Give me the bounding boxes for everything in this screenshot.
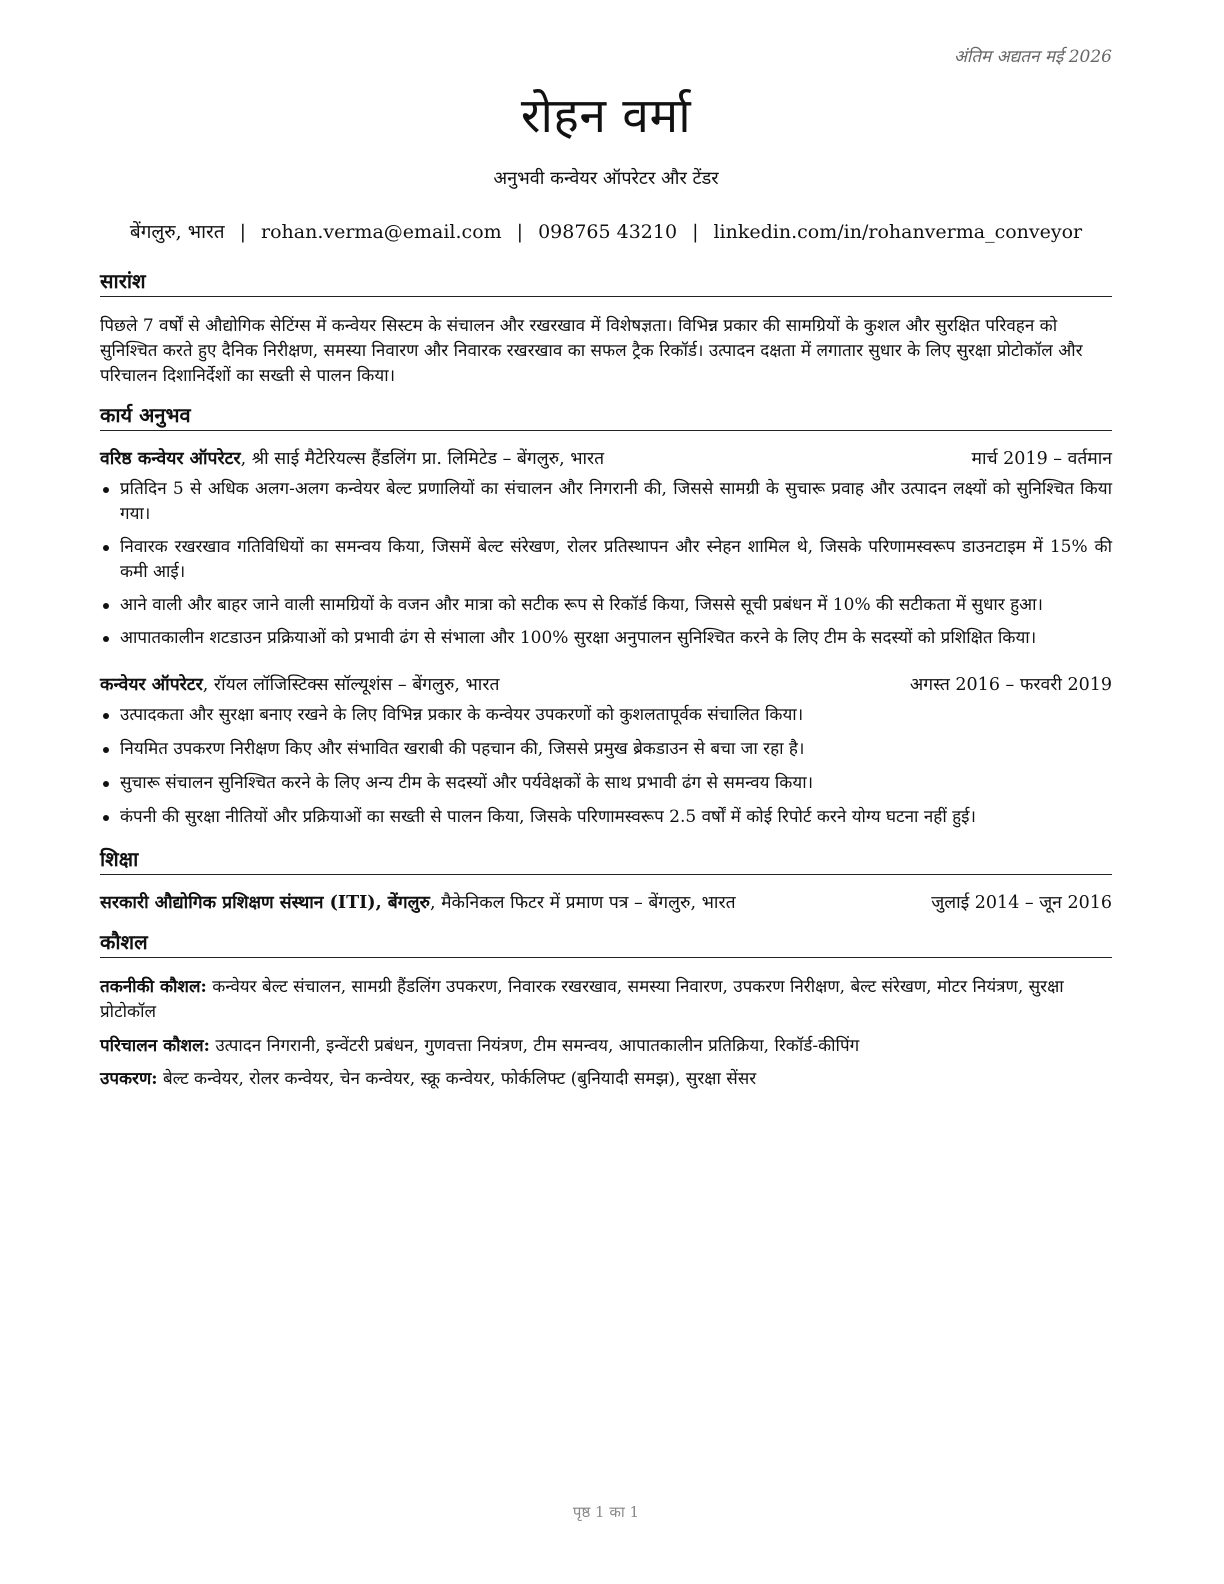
bullet-text: उत्पादकता और सुरक्षा बनाए रखने के लिए विभिन्न प्रकार के कन्वेयर उपकरणों को कुशलतापूर्वक संचालित किया। [120, 705, 804, 725]
job-bullet [100, 703, 1112, 728]
page-number: पृष्ठ 1 का 1 [572, 1503, 640, 1521]
contact-line [100, 218, 1112, 244]
skills-operational [100, 1034, 1112, 1059]
skill-label: उपकरण: [100, 1069, 158, 1089]
bullet-icon [103, 815, 109, 821]
bullet-text: नियमित उपकरण निरीक्षण किए और संभावित खराबी की पहचान की, जिससे प्रमुख ब्रेकडाउन से बचा जा रहा है। [120, 739, 805, 759]
contact-separator: | [692, 221, 699, 243]
contact-email[interactable]: rohan.verma@email.com [261, 221, 502, 243]
skill-label: तकनीकी कौशल: [100, 977, 207, 997]
bullet-icon [103, 487, 109, 493]
job-header [100, 673, 1112, 698]
education-details: , मैकेनिकल फिटर में प्रमाण पत्र – बेंगलुरु, भारत [429, 893, 736, 913]
summary-text: पिछले 7 वर्षों से औद्योगिक सेटिंग्स में कन्वेयर सिस्टम के संचालन और रखरखाव में विशेषज्ञता। विभिन्न प्रकार की सामग्रियों के कुशल और सुरक्षित परिवहन को सुनिश्चित करते हुए दैनिक निरीक्षण, समस्या निवारण और निवारक रखरखाव का सफल ट्रैक रिकॉर्ड। उत्पादन दक्षता में लगातार सुधार के लिए सुरक्षा प्रोटोकॉल और परिचालन दिशानिर्देशों का सख्ती से पालन किया। [100, 316, 1083, 386]
bullet-icon [103, 747, 109, 753]
job-dates: मार्च 2019 – वर्तमान [971, 449, 1112, 469]
job-company: , श्री साई मैटेरियल्स हैंडलिंग प्रा. लिमिटेड – बेंगलुरु, भारत [240, 449, 605, 469]
job-bullet [100, 593, 1112, 618]
job-bullet [100, 771, 1112, 796]
summary-heading: सारांश [100, 268, 1112, 297]
skill-label: परिचालन कौशल: [100, 1036, 210, 1056]
skills-technical [100, 975, 1112, 1025]
skill-text: उत्पादन निगरानी, इन्वेंटरी प्रबंधन, गुणवत्ता नियंत्रण, टीम समन्वय, आपातकालीन प्रतिक्रिया, रिकॉर्ड-कीपिंग [209, 1036, 860, 1056]
bullet-icon [103, 603, 109, 609]
education-heading: शिक्षा [100, 846, 1112, 875]
skills-heading: कौशल [100, 929, 1112, 958]
job-title-company [100, 447, 604, 472]
job-header [100, 447, 1112, 472]
contact-location: बेंगलुरु, भारत [129, 221, 225, 243]
job-dates: अगस्त 2016 – फरवरी 2019 [909, 675, 1112, 695]
education-institution: सरकारी औद्योगिक प्रशिक्षण संस्थान (ITI), बेंगलुरु [100, 893, 430, 913]
job-title-company [100, 673, 499, 698]
skill-text: बेल्ट कन्वेयर, रोलर कन्वेयर, चेन कन्वेयर, स्क्रू कन्वेयर, फोर्कलिफ्ट (बुनियादी समझ), सुरक्षा सेंसर [157, 1069, 757, 1089]
job-role: वरिष्ठ कन्वेयर ऑपरेटर [100, 449, 241, 469]
bullet-text: आने वाली और बाहर जाने वाली सामग्रियों के वजन और मात्रा को सटीक रूप से रिकॉर्ड किया, जिससे सूची प्रबंधन में 10% की सटीकता में सुधार हुआ। [120, 595, 1043, 615]
education-dates: जुलाई 2014 – जून 2016 [931, 893, 1112, 913]
education-entry [100, 891, 1112, 916]
bullet-text: सुचारू संचालन सुनिश्चित करने के लिए अन्य टीम के सदस्यों और पर्यवेक्षकों के साथ प्रभावी ढंग से समन्वय किया। [120, 773, 814, 793]
job-bullet [100, 805, 1112, 830]
skill-text: कन्वेयर बेल्ट संचालन, सामग्री हैंडलिंग उपकरण, निवारक रखरखाव, समस्या निवारण, उपकरण निरीक्षण, बेल्ट संरेखण, मोटर नियंत्रण, सुरक्षा प्रोटोकॉल [100, 977, 1064, 1022]
job-bullets [100, 703, 1112, 830]
bullet-text: कंपनी की सुरक्षा नीतियों और प्रक्रियाओं का सख्ती से पालन किया, जिसके परिणामस्वरूप 2.5 वर्षों में कोई रिपोर्ट करने योग्य घटना नहीं हुई। [120, 807, 976, 827]
candidate-name: रोहन वर्मा [520, 88, 692, 144]
contact-phone: 098765 43210 [538, 221, 678, 243]
experience-heading: कार्य अनुभव [100, 402, 1112, 431]
last-updated-note: अंतिम अद्यतन मई 2026 [953, 47, 1112, 67]
bullet-icon [103, 781, 109, 787]
bullet-icon [103, 636, 109, 642]
skills-equipment [100, 1067, 1112, 1092]
bullet-text: प्रतिदिन 5 से अधिक अलग-अलग कन्वेयर बेल्ट प्रणालियों का संचालन और निगरानी की, जिससे सामग्री के सुचारू प्रवाह और उत्पादन लक्ष्यों को सुनिश्चित किया गया। [120, 479, 1112, 524]
job-bullet [100, 535, 1112, 585]
bullet-icon [103, 713, 109, 719]
bullet-text: निवारक रखरखाव गतिविधियों का समन्वय किया, जिसमें बेल्ट संरेखण, रोलर प्रतिस्थापन और स्नेहन शामिल थे, जिसके परिणामस्वरूप डाउनटाइम में 15% की कमी आई। [120, 537, 1112, 582]
job-role: कन्वेयर ऑपरेटर [100, 675, 203, 695]
resume-page [100, 0, 1112, 1584]
job-company: , रॉयल लॉजिस्टिक्स सॉल्यूशंस – बेंगलुरु, भारत [202, 675, 500, 695]
contact-linkedin[interactable]: linkedin.com/in/rohanverma_conveyor [713, 221, 1083, 243]
education-institution-line [100, 891, 736, 916]
bullet-icon [103, 545, 109, 551]
job-bullet [100, 477, 1112, 527]
bullet-text: आपातकालीन शटडाउन प्रक्रियाओं को प्रभावी ढंग से संभाला और 100% सुरक्षा अनुपालन सुनिश्चित करने के लिए टीम के सदस्यों को प्रशिक्षित किया। [120, 628, 1037, 648]
job-bullet [100, 737, 1112, 762]
candidate-headline: अनुभवी कन्वेयर ऑपरेटर और टेंडर [493, 168, 719, 189]
contact-separator: | [516, 221, 524, 243]
job-bullet [100, 626, 1112, 651]
job-bullets [100, 477, 1112, 651]
contact-separator: | [239, 221, 246, 243]
